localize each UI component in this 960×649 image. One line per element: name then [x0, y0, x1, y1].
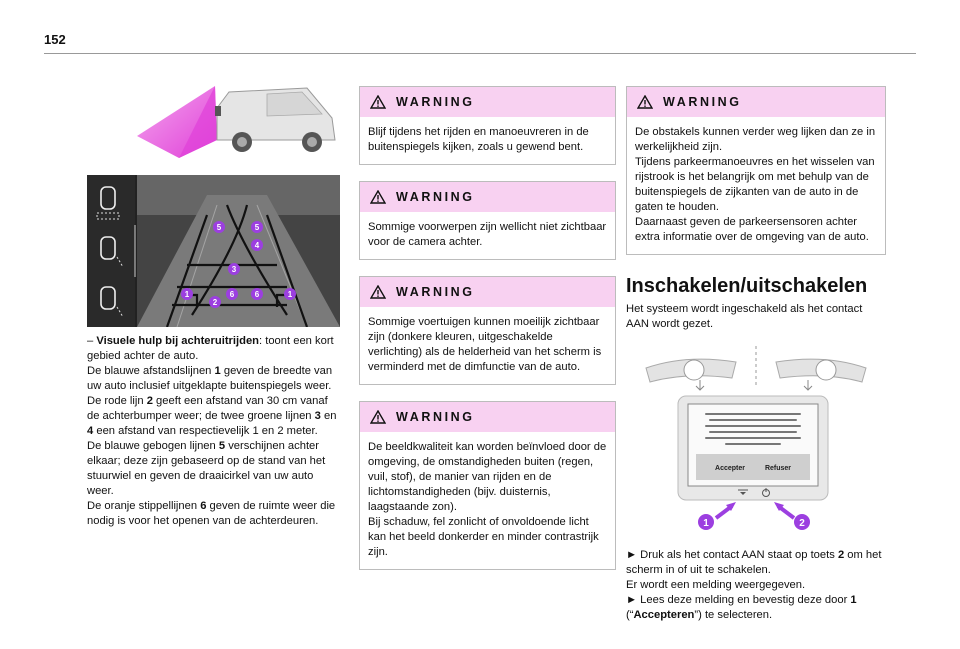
camera-label-6b	[251, 288, 263, 300]
rear-camera-display	[87, 175, 340, 327]
warning-triangle-icon	[370, 95, 386, 109]
camera-label-3	[228, 263, 240, 275]
warning-box-3	[359, 276, 616, 385]
touchscreen-illustration	[626, 340, 886, 540]
warning-header	[360, 87, 615, 117]
svg-text:6: 6	[254, 290, 260, 299]
warning-title: WARNING	[396, 409, 475, 424]
warning-triangle-icon	[370, 410, 386, 424]
step-2: Er wordt een melding weergegeven.	[626, 579, 806, 591]
warning-text: Blijf tijdens het rijden en manoeuvreren in de buitenspiegels kijken, zoals u gewend bent.	[368, 126, 589, 153]
svg-text:1: 1	[703, 518, 709, 529]
desc-line-1: – Visuele hulp bij achteruitrijden: toont een kort gebied achter de auto.	[87, 335, 334, 362]
desc-line-3: De rode lijn 2 geeft een afstand van 30 cm vanaf de achterbumper weer; de twee groene lijnen 3 en 4 een afstand van respectievelijk 1 en 2 meter.	[87, 395, 337, 437]
column-2	[359, 86, 616, 586]
camera-description	[87, 334, 340, 529]
svg-text:1: 1	[184, 290, 190, 299]
warning-triangle-icon	[370, 190, 386, 204]
svg-text:5: 5	[254, 223, 260, 232]
step-3: ► Lees deze melding en bevestig deze door 1	[626, 594, 857, 606]
warning-line-3: Daarnaast geven de parkeersensoren achter extra informatie over de omgeving van de auto.	[635, 216, 869, 243]
column-3	[626, 86, 886, 623]
step-4: (“Accepteren”) te selecteren.	[626, 609, 773, 621]
warning-text: Sommige voertuigen kunnen moeilijk zichtbaar zijn (donkere kleuren, uitgeschakelde verlichting) als de helderheid van het scherm is verminderd met de dimfunctie van de auto.	[368, 316, 602, 373]
warning-text: Sommige voorwerpen zijn wellicht niet zichtbaar voor de camera achter.	[368, 221, 607, 248]
steps	[626, 548, 886, 623]
camera-label-5a	[213, 221, 225, 233]
camera-label-2	[209, 296, 221, 308]
badge-1	[698, 514, 714, 530]
section-intro: Het systeem wordt ingeschakeld als het contact AAN wordt gezet.	[626, 303, 863, 330]
van-icon	[215, 88, 335, 152]
svg-text:2: 2	[212, 298, 218, 307]
svg-text:6: 6	[229, 290, 235, 299]
refuse-button[interactable]: Refuser	[764, 465, 792, 472]
warning-box-4	[359, 401, 616, 570]
warning-box-1	[359, 86, 616, 165]
warning-header	[360, 182, 615, 212]
desc-line-5: De oranje stippellijnen 6 geven de ruimte weer die nodig is voor het openen van de achterdeuren.	[87, 500, 336, 527]
camera-view-sidebar	[87, 175, 135, 327]
svg-text:4: 4	[254, 241, 260, 250]
car-camera-illustration	[117, 78, 370, 163]
step-1: ► Druk als het contact AAN staat op toets 2 om het scherm in of uit te schakelen.	[626, 549, 882, 576]
accept-button[interactable]: Accepter	[715, 465, 745, 472]
camera-label-5b	[251, 221, 263, 233]
warning-box-2	[359, 181, 616, 260]
dashboard-right-icon	[776, 359, 866, 390]
page-number: 152	[44, 32, 66, 47]
camera-label-4	[251, 239, 263, 251]
warning-text: De beeldkwaliteit kan worden beïnvloed door de omgeving, de omstandigheden buiten (regen, vuil, stof), de manier van rijden en de lichtomstandigheden (bijv. duisternis, laagstaande zon).	[368, 441, 607, 513]
camera-label-1a	[181, 288, 193, 300]
warning-triangle-icon	[637, 95, 653, 109]
warning-text-2: Bij schaduw, fel zonlicht of onvoldoende licht kan het beeld donkerder en minder contrastrijk zijn.	[368, 516, 599, 558]
column-1	[87, 78, 340, 529]
warning-title: WARNING	[396, 284, 475, 299]
svg-text:1: 1	[287, 290, 293, 299]
svg-text:5: 5	[216, 223, 222, 232]
header-rule	[44, 53, 916, 54]
badge-2	[794, 514, 810, 530]
svg-text:2: 2	[799, 518, 805, 529]
svg-text:3: 3	[231, 265, 237, 274]
warning-line-1: De obstakels kunnen verder weg lijken dan ze in werkelijkheid zijn.	[635, 126, 876, 153]
desc-line-4: De blauwe gebogen lijnen 5 verschijnen achter elkaar; deze zijn gebaseerd op de stand van het stuurwiel en geven de draaicirkel van uw auto weer.	[87, 440, 326, 497]
desc-line-2: De blauwe afstandslijnen 1 geven de breedte van uw auto inclusief uitgeklapte buitenspiegels weer.	[87, 365, 333, 392]
warning-line-2: Tijdens parkeermanoeuvres en het wisselen van rijstrook is het belangrijk om met behulp van de buitenspiegels de zijkanten van de auto in de gaten te houden.	[635, 156, 875, 213]
section-title: Inschakelen/uitschakelen	[626, 275, 868, 297]
camera-label-1b	[284, 288, 296, 300]
warning-header	[360, 277, 615, 307]
warning-header	[627, 87, 885, 117]
warning-box-5	[626, 86, 886, 255]
warning-triangle-icon	[370, 285, 386, 299]
warning-title: WARNING	[396, 189, 475, 204]
dashboard-left-icon	[646, 359, 736, 390]
warning-header	[360, 402, 615, 432]
warning-title: WARNING	[663, 94, 742, 109]
warning-title: WARNING	[396, 94, 475, 109]
camera-label-6a	[226, 288, 238, 300]
